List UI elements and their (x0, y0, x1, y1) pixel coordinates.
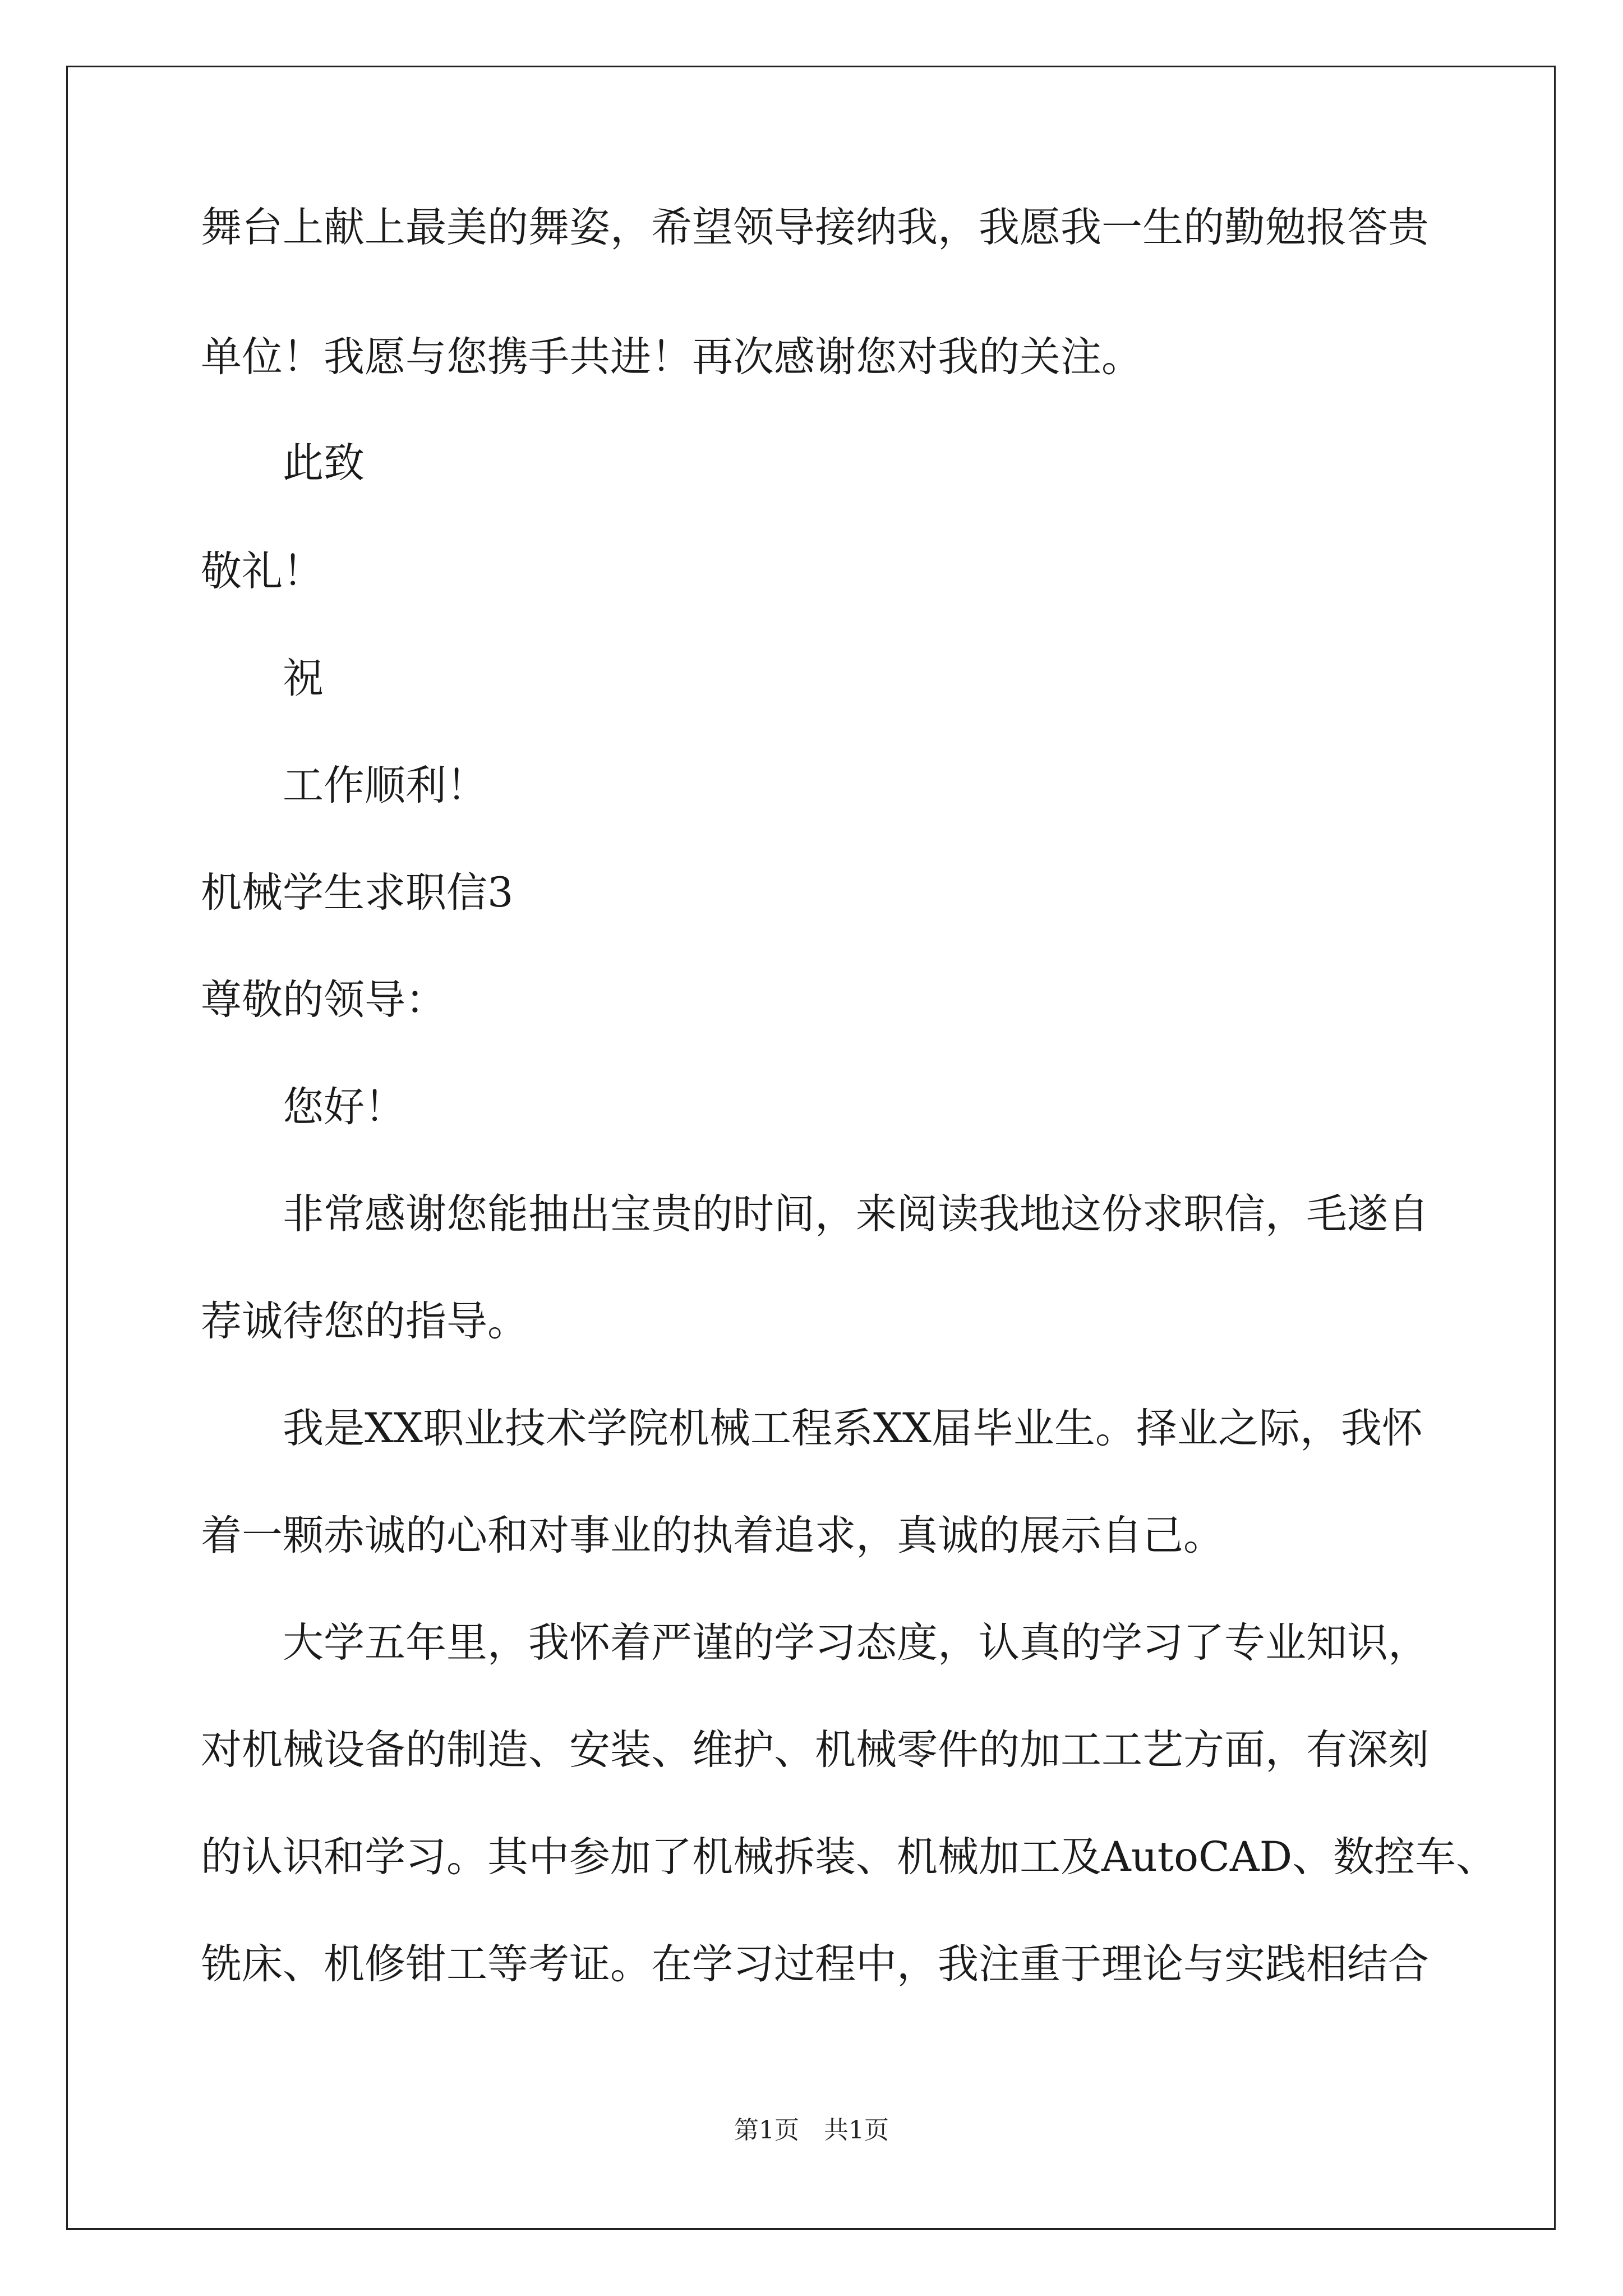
page-border (66, 66, 1556, 2230)
section-title: 机械学生求职信3 (201, 869, 514, 917)
body-text-line: 我是XX职业技术学院机械工程系XX届毕业生。择业之际，我怀 (283, 1405, 1423, 1452)
body-text-line: 对机械设备的制造、安装、维护、机械零件的加工工艺方面，有深刻 (201, 1726, 1429, 1774)
body-text-line: 铣床、机修钳工等考证。在学习过程中，我注重于理论与实践相结合 (201, 1940, 1429, 1988)
closing-line-zhu: 祝 (283, 655, 324, 702)
body-text-line: 荐诚待您的指导。 (201, 1297, 528, 1345)
closing-line-cizhi: 此致 (283, 439, 365, 487)
body-text-line: 非常感谢您能抽出宝贵的时间，来阅读我地这份求职信，毛遂自 (283, 1190, 1429, 1238)
greeting: 您好！ (283, 1083, 405, 1131)
closing-line-wish: 工作顺利！ (283, 762, 487, 809)
body-text-line: 着一颗赤诚的心和对事业的执着追求，真诚的展示自己。 (201, 1512, 1224, 1559)
page-number: 第1页 共1页 (734, 2116, 889, 2145)
salutation: 尊敬的领导： (201, 976, 446, 1024)
body-text-line: 单位！我愿与您携手共进！再次感谢您对我的关注。 (201, 333, 1142, 381)
body-text-line: 的认识和学习。其中参加了机械拆装、机械加工及AutoCAD、数控车、 (201, 1833, 1497, 1881)
body-text-line: 大学五年里，我怀着严谨的学习态度，认真的学习了专业知识， (283, 1619, 1429, 1667)
body-text-line: 舞台上献上最美的舞姿，希望领导接纳我，我愿我一生的勤勉报答贵 (201, 204, 1429, 251)
closing-line-jingli: 敬礼！ (201, 547, 324, 595)
